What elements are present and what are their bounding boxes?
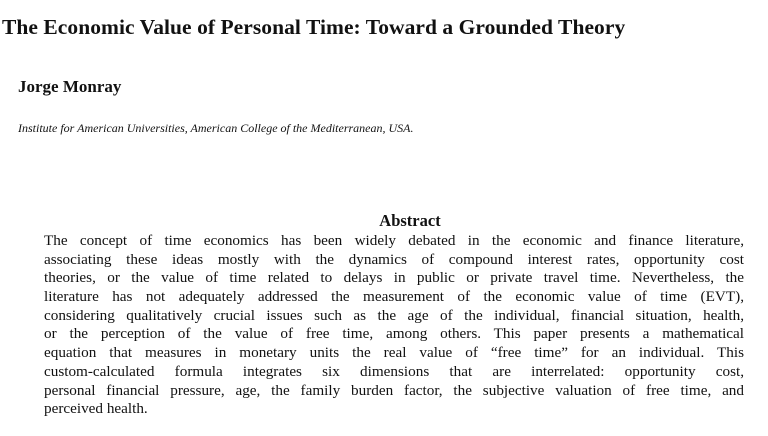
abstract-line: custom-calculated formula integrates six dimensions that are interrelated: opportunity cost, (44, 362, 744, 380)
abstract-line: associating these ideas mostly with the dynamics of compound interest rates, opportunity cost (44, 250, 744, 268)
abstract-line: personal financial pressure, age, the family burden factor, the subjective valuation of free time, and (44, 381, 744, 399)
abstract-line: or the perception of the value of free time, among others. This paper presents a mathematical (44, 325, 744, 343)
author-name: Jorge Monray (18, 77, 122, 96)
abstract-body (44, 232, 744, 419)
author-affiliation: Institute for American Universities, American College of the Mediterranean, USA. (18, 121, 414, 135)
abstract-line: The concept of time economics has been widely debated in the economic and finance literature, (44, 232, 744, 249)
abstract-line: theories, or the value of time related to delays in public or private travel time. Nevertheless, the (44, 269, 744, 287)
abstract-heading: Abstract (379, 211, 441, 230)
abstract-line: considering qualitatively crucial issues such as the age of the individual, financial situation, health, (44, 306, 744, 324)
paper-title: The Economic Value of Personal Time: Toward a Grounded Theory (2, 15, 626, 39)
abstract-line: perceived health. (44, 400, 148, 418)
abstract-line: equation that measures in monetary units the real value of “free time” for an individual. This (44, 344, 744, 362)
abstract-line: literature has not adequately addressed the measurement of the economic value of time (EVT), (44, 288, 744, 306)
